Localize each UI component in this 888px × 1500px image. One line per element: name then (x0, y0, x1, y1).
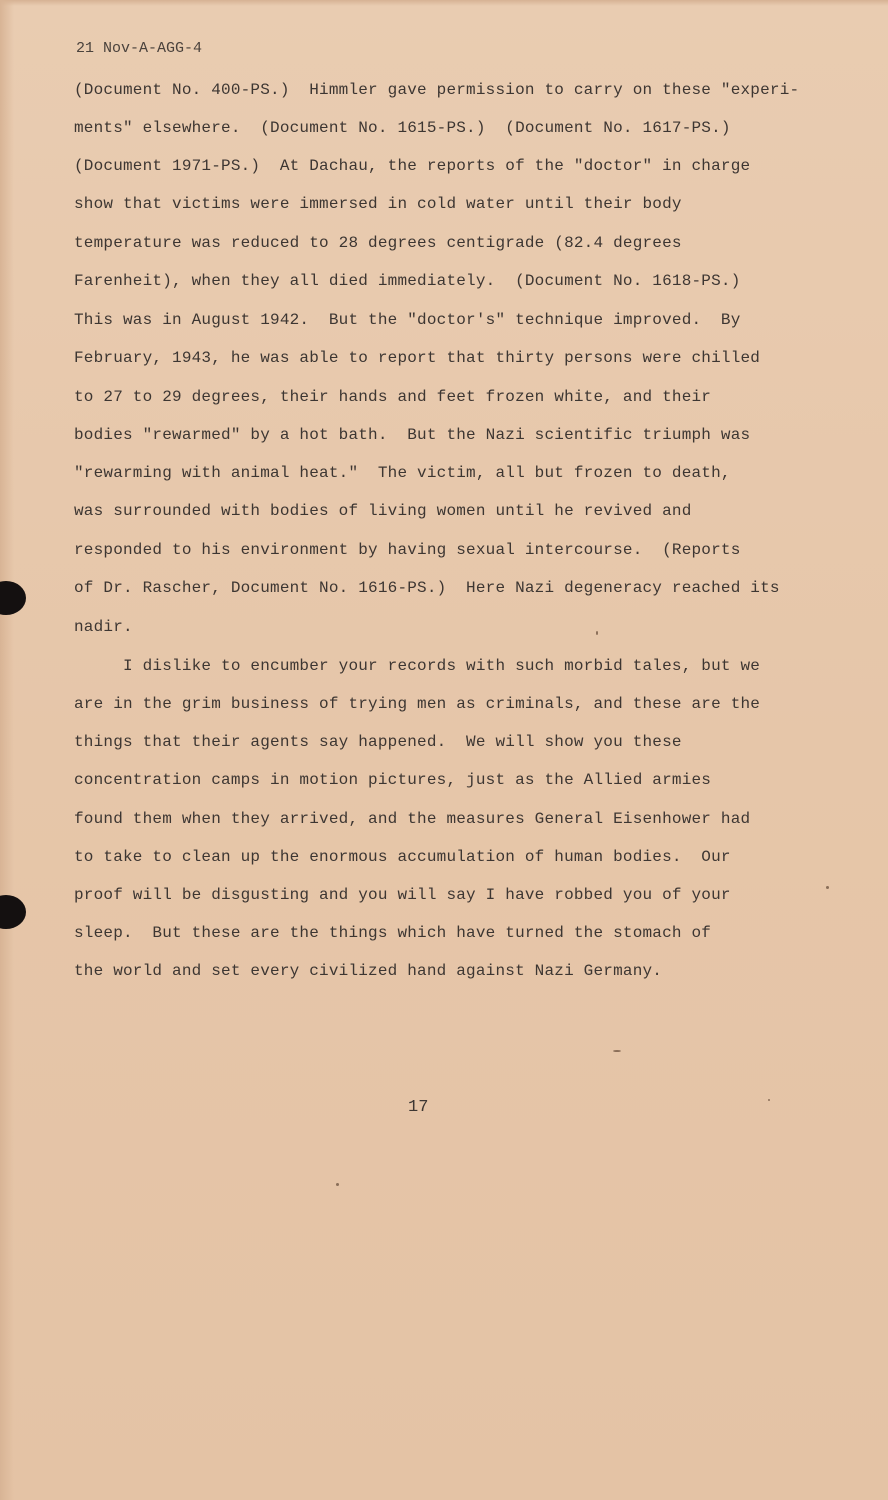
paper-speck (596, 631, 598, 635)
text-line: are in the grim business of trying men as criminals, and these are the (74, 695, 761, 713)
text-line: responded to his environment by having sexual intercourse. (Reports (74, 541, 741, 559)
text-line: Farenheit), when they all died immediately. (Document No. 1618-PS.) (74, 272, 741, 290)
paper-left-edge (0, 0, 14, 1500)
text-line: concentration camps in motion pictures, just as the Allied armies (74, 771, 712, 789)
text-line: to take to clean up the enormous accumulation of human bodies. Our (74, 848, 731, 866)
text-line: I dislike to encumber your records with such morbid tales, but we (74, 657, 761, 675)
text-line: February, 1943, he was able to report that thirty persons were chilled (74, 349, 761, 367)
text-line: temperature was reduced to 28 degrees centigrade (82.4 degrees (74, 234, 682, 252)
text-line: sleep. But these are the things which have turned the stomach of (74, 924, 712, 942)
paper-speck (768, 1099, 770, 1101)
text-line: show that victims were immersed in cold water until their body (74, 195, 682, 213)
text-line: the world and set every civilized hand against Nazi Germany. (74, 962, 663, 980)
text-line: bodies "rewarmed" by a hot bath. But the Nazi scientific triumph was (74, 426, 751, 444)
text-line: proof will be disgusting and you will say I have robbed you of your (74, 886, 731, 904)
punch-hole-upper (0, 581, 26, 615)
text-line: (Document 1971-PS.) At Dachau, the reports of the "doctor" in charge (74, 157, 751, 175)
text-line: to 27 to 29 degrees, their hands and feet frozen white, and their (74, 388, 712, 406)
text-line: (Document No. 400-PS.) Himmler gave permission to carry on these "experi- (74, 81, 800, 99)
document-reference-id: 21 Nov-A-AGG-4 (76, 40, 203, 57)
paper-speck (826, 886, 829, 889)
text-line: ments" elsewhere. (Document No. 1615-PS.) (Document No. 1617-PS.) (74, 119, 731, 137)
text-line: found them when they arrived, and the measures General Eisenhower had (74, 810, 751, 828)
punch-hole-lower (0, 895, 26, 929)
page-number: 17 (408, 1098, 429, 1117)
text-line: nadir. (74, 618, 133, 636)
document-body (74, 0, 844, 980)
text-line: of Dr. Rascher, Document No. 1616-PS.) Here Nazi degeneracy reached its (74, 579, 780, 597)
text-line: was surrounded with bodies of living women until he revived and (74, 502, 692, 520)
paper-speck (336, 1183, 339, 1186)
text-line: things that their agents say happened. We will show you these (74, 733, 682, 751)
paper-speck (613, 1050, 621, 1052)
text-line: "rewarming with animal heat." The victim, all but frozen to death, (74, 464, 731, 482)
text-line: This was in August 1942. But the "doctor's" technique improved. By (74, 311, 741, 329)
